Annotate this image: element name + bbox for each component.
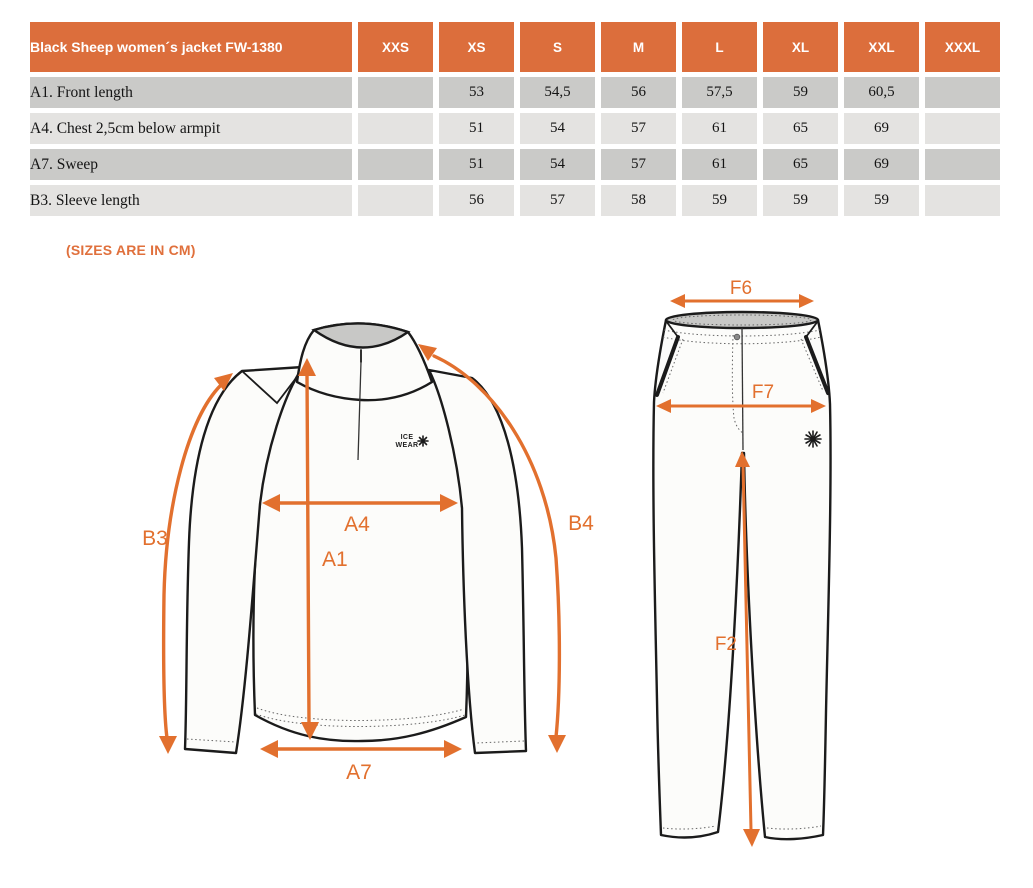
size-value <box>358 185 433 216</box>
size-value: 69 <box>844 149 919 180</box>
col-header-xl: XL <box>763 22 838 72</box>
size-value: 57 <box>601 149 676 180</box>
col-header-m: M <box>601 22 676 72</box>
waist-opening <box>666 312 818 328</box>
size-value: 59 <box>682 185 757 216</box>
table-title: Black Sheep women´s jacket FW-1380 <box>30 22 352 72</box>
col-header-xxl: XXL <box>844 22 919 72</box>
col-header-xxxl: XXXL <box>925 22 1000 72</box>
measure-label-b4: B4 <box>568 512 594 535</box>
size-table <box>24 17 1006 221</box>
size-value: 59 <box>763 185 838 216</box>
brand-logo-ice: ICE <box>400 434 414 441</box>
table-header-row <box>30 22 1000 72</box>
size-value <box>925 185 1000 216</box>
col-header-s: S <box>520 22 595 72</box>
measure-label-f6: F6 <box>729 280 753 299</box>
size-value: 61 <box>682 113 757 144</box>
size-value: 54 <box>520 113 595 144</box>
size-value: 54,5 <box>520 77 595 108</box>
size-value: 54 <box>520 149 595 180</box>
brand-logo-wear: WEAR <box>395 442 419 449</box>
size-value: 59 <box>844 185 919 216</box>
table-row-sweep <box>30 149 1000 180</box>
size-value <box>925 77 1000 108</box>
measure-label-a7: A7 <box>346 761 372 784</box>
pants-diagram <box>640 280 860 870</box>
size-value: 58 <box>601 185 676 216</box>
row-label: A7. Sweep <box>30 149 352 180</box>
row-label: A4. Chest 2,5cm below armpit <box>30 113 352 144</box>
row-label: B3. Sleeve length <box>30 185 352 216</box>
size-value: 56 <box>601 77 676 108</box>
measure-arrow-a7 <box>260 740 462 758</box>
size-value: 51 <box>439 149 514 180</box>
table-row-front-length <box>30 77 1000 108</box>
size-value: 65 <box>763 113 838 144</box>
row-label: A1. Front length <box>30 77 352 108</box>
col-header-l: L <box>682 22 757 72</box>
size-value: 51 <box>439 113 514 144</box>
jacket-body <box>250 373 472 741</box>
size-value: 57 <box>520 185 595 216</box>
size-value: 56 <box>439 185 514 216</box>
table-row-chest <box>30 113 1000 144</box>
size-value <box>925 113 1000 144</box>
sizes-unit-note: (SIZES ARE IN CM) <box>66 242 196 258</box>
size-value <box>358 113 433 144</box>
measure-label-f2: F2 <box>714 634 737 655</box>
brand-snowflake-icon <box>418 436 428 446</box>
measure-label-a1: A1 <box>322 548 348 571</box>
size-value <box>925 149 1000 180</box>
size-value: 61 <box>682 149 757 180</box>
size-value: 60,5 <box>844 77 919 108</box>
size-value: 57 <box>601 113 676 144</box>
size-value: 59 <box>763 77 838 108</box>
size-value <box>358 149 433 180</box>
size-value: 53 <box>439 77 514 108</box>
col-header-xs: XS <box>439 22 514 72</box>
size-value: 65 <box>763 149 838 180</box>
size-value: 69 <box>844 113 919 144</box>
col-header-xxs: XXS <box>358 22 433 72</box>
table-row-sleeve-length <box>30 185 1000 216</box>
measure-label-a4: A4 <box>344 513 370 536</box>
size-value: 57,5 <box>682 77 757 108</box>
measure-label-f7: F7 <box>751 382 775 403</box>
size-value <box>358 77 433 108</box>
waist-button <box>734 334 740 340</box>
measure-label-b3: B3 <box>142 527 168 550</box>
jacket-diagram <box>100 290 610 800</box>
